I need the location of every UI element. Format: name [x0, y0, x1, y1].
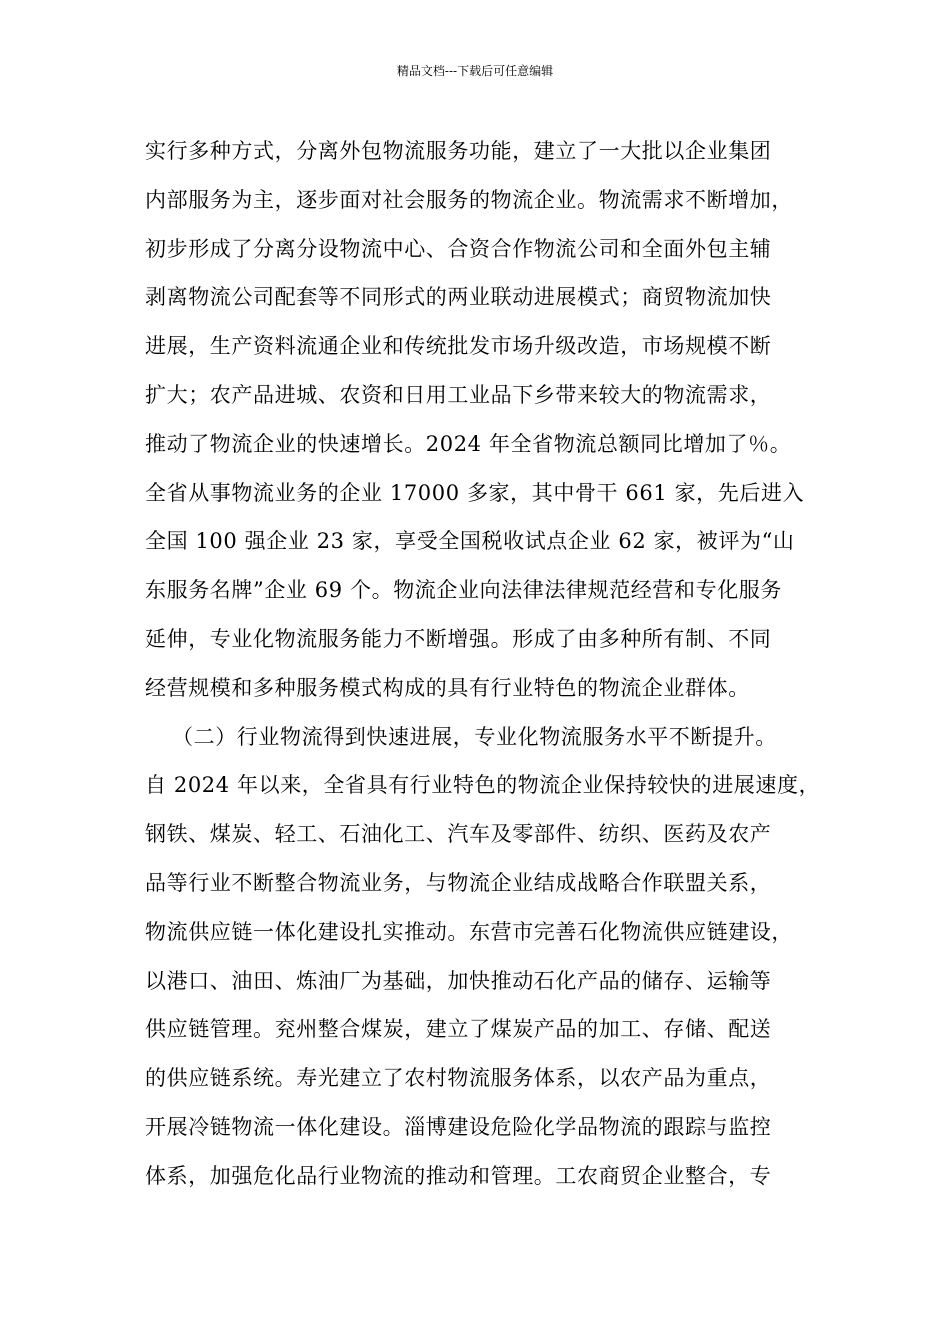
text-line: 实行多种方式，分离外包物流服务功能，建立了一大批以企业集团: [145, 139, 772, 163]
text-line: 物流供应链一体化建设扎实推动。东营市完善石化物流供应链建设，: [145, 919, 793, 944]
text-line: 内部服务为主，逐步面对社会服务的物流企业。物流需求不断增加，: [145, 187, 793, 212]
text-line: 体系，加强危化品行业物流的推动和管理。工农商贸企业整合，专: [145, 1163, 772, 1188]
text-line: 全国 100 强企业 23 家，享受全国税收试点企业 62 家，被评为“山: [145, 529, 795, 554]
text-line: 供应链管理。兖州整合煤炭，建立了煤炭产品的加工、存储、配送: [145, 1017, 772, 1042]
page-header: 精品文档---下载后可任意编辑: [396, 64, 554, 78]
text-line: 钢铁、煤炭、轻工、石油化工、汽车及零部件、纺织、医药及农产: [145, 822, 772, 847]
text-line: 初步形成了分离分设物流中心、合资合作物流公司和全面外包主辅: [145, 236, 772, 261]
text-line: 品等行业不断整合物流业务，与物流企业结成战略合作联盟关系，: [145, 870, 772, 895]
text-line: 以港口、油田、炼油厂为基础，加快推动石化产品的储存、运输等: [145, 968, 772, 993]
text-line: 进展，生产资料流通企业和传统批发市场升级改造，市场规模不断: [145, 334, 772, 359]
text-line: 经营规模和多种服务模式构成的具有行业特色的物流企业群体。: [145, 675, 750, 700]
text-line: 推动了物流企业的快速增长。2024 年全省物流总额同比增加了％。: [145, 431, 792, 456]
text-line: 东服务名牌”企业 69 个。物流企业向法律法律规范经营和专化服务: [145, 578, 783, 603]
body-text: [145, 127, 835, 1201]
text-line: 全省从事物流业务的企业 17000 多家，其中骨干 661 家，先后进入: [145, 480, 805, 505]
text-line: 扩大；农产品进城、农资和日用工业品下乡带来较大的物流需求，: [145, 382, 772, 407]
section-heading-line: （二）行业物流得到快速进展，专业化物流服务水平不断提升。: [172, 724, 777, 749]
text-line: 的供应链系统。寿光建立了农村物流服务体系，以农产品为重点，: [145, 1066, 772, 1091]
text-line: 延伸，专业化物流服务能力不断增强。形成了由多种所有制、不同: [145, 626, 772, 651]
text-line: 自 2024 年以来，全省具有行业特色的物流企业保持较快的进展速度，: [145, 773, 821, 798]
text-line: 剥离物流公司配套等不同形式的两业联动进展模式；商贸物流加快: [145, 285, 772, 310]
text-line: 开展冷链物流一体化建设。淄博建设危险化学品物流的跟踪与监控: [145, 1114, 772, 1139]
